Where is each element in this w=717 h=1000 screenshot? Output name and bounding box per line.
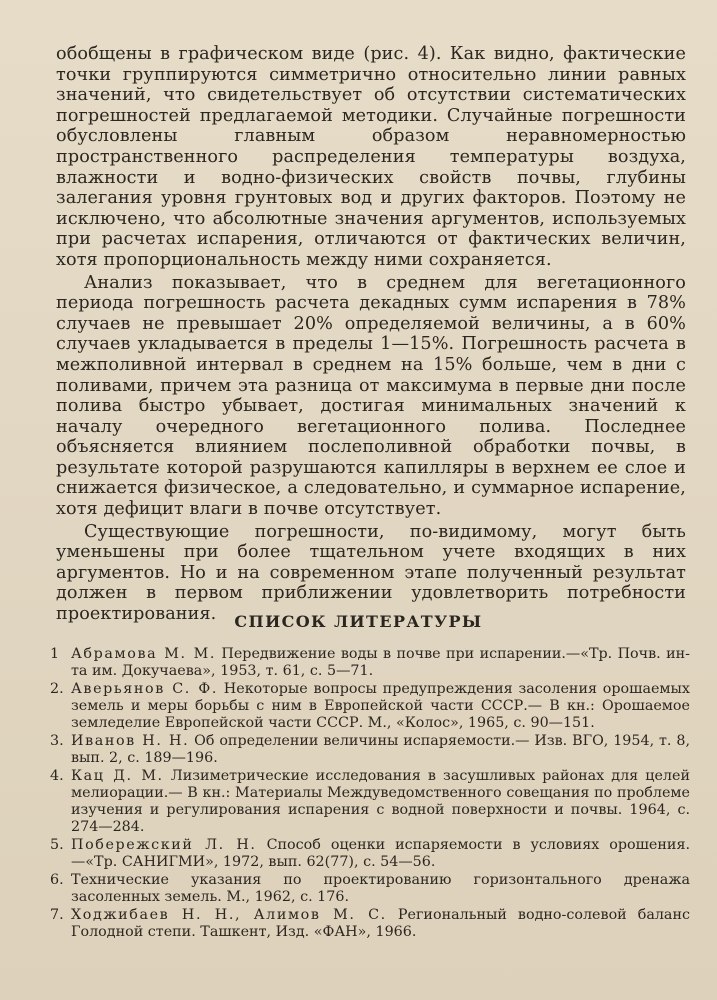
reference-text: Лизиметрические исследования в засушливых районах для целей мелиорации.— В кн.: Материалы Междуведомственного совещания по проблеме изучения и регулирования испарения с водной поверхности и почвы. 1964, с. 274—284. (71, 768, 690, 835)
reference-author: Кац Д. М. (71, 768, 164, 784)
reference-author: Абрамова М. М. (71, 646, 216, 662)
references-title: СПИСОК ЛИТЕРАТУРЫ (234, 612, 483, 631)
reference-number: 5. (50, 837, 64, 853)
reference-item (50, 907, 690, 941)
paragraph-2: Анализ показывает, что в среднем для вегетационного периода погрешность расчета декадных сумм испарения в 78% случаев не превышает 20% определяемой величины, а в 60% случаев укладывается в пределы 1—15%. Погрешность расчета в межполивной интервал в среднем на 15% больше, чем в дни с поливами, причем эта разница от максимума в первые дни после полива быстро убывает, достигая минимальных значений к началу очередного вегетационного полива. Последнее объясняется влиянием послеполивной обработки почвы, в результате которой разрушаются капилляры в верхнем ее слое и снижается физическое, а следовательно, и суммарное испарение, хотя дефицит влаги в почве отсутствует. (56, 272, 686, 520)
reference-text: Об определении величины испаряемости.— Изв. ВГО, 1954, т. 8, вып. 2, с. 189—196. (71, 733, 690, 766)
reference-author: Ходжибаев Н. Н., Алимов М. С. (71, 907, 387, 923)
reference-author: Иванов Н. Н. (71, 733, 190, 749)
reference-item (50, 768, 690, 836)
reference-number: 6. (50, 872, 64, 888)
reference-author: Аверьянов С. Ф. (71, 681, 218, 697)
reference-item (50, 837, 690, 871)
reference-item (50, 733, 690, 767)
reference-text: Некоторые вопросы предупреждения засоления орошаемых земель и меры борьбы с ним в Европейской части СССР.— В кн.: Орошаемое земледелие Европейской части СССР. М., «Колос», 1965, с. 90—151. (71, 681, 690, 731)
paragraph-1: обобщены в графическом виде (рис. 4). Как видно, фактические точки группируются симметрично относительно линии равных значений, что свидетельствует об отсутствии систематических погрешностей предлагаемой методики. Случайные погрешности обусловлены главным образом неравномерностью пространственного распределения температуры воздуха, влажности и водно-физических свойств почвы, глубины залегания уровня грунтовых вод и других факторов. Поэтому не исключено, что абсолютные значения аргументов, используемых при расчетах испарения, отличаются от фактических величин, хотя пропорциональность между ними сохраняется. (56, 44, 686, 270)
reference-number: 4. (50, 768, 64, 784)
reference-text: Технические указания по проектированию горизонтального дренажа засоленных земель. М., 1962, с. 176. (71, 872, 690, 905)
reference-number: 7. (50, 907, 64, 923)
paragraph-3: Существующие погрешности, по-видимому, могут быть уменьшены при более тщательном учете входящих в них аргументов. Но и на современном этапе полученный результат должен в первом приближении удовлетворить потребности проектирования. (56, 521, 686, 625)
reference-text: Региональный водно-солевой баланс Голодной степи. Ташкент, Изд. «ФАН», 1966. (71, 907, 690, 940)
reference-item (50, 646, 690, 680)
reference-number: 3. (50, 733, 64, 749)
reference-number: 2. (50, 681, 64, 697)
reference-item (50, 872, 690, 906)
reference-text: Способ оценки испаряемости в условиях орошения.—«Тр. САНИГМИ», 1972, вып. 62(77), с. 54—56. (71, 837, 691, 870)
body-text (56, 44, 686, 625)
reference-number: 1 (50, 646, 60, 662)
reference-text: Передвижение воды в почве при испарении.—«Тр. Почв. ин-та им. Докучаева», 1953, т. 61, с. 5—71. (71, 646, 690, 679)
reference-author: Побережский Л. Н. (71, 837, 257, 853)
references-list (50, 646, 690, 942)
reference-item (50, 681, 690, 732)
